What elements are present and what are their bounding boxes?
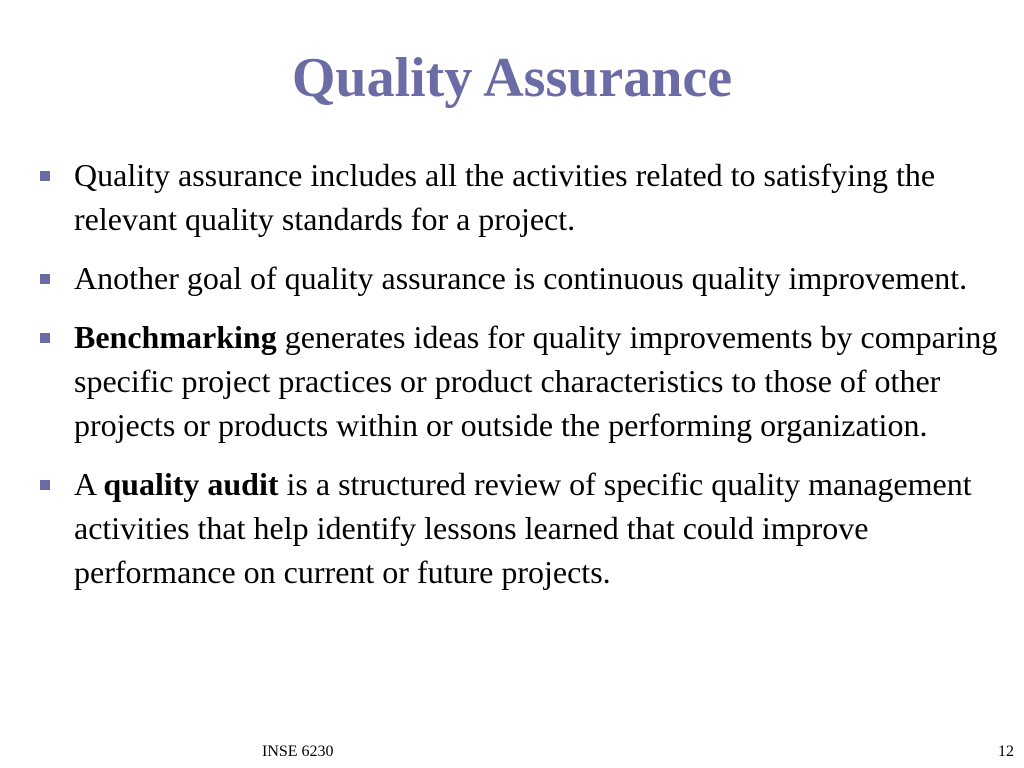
- bullet-term: Benchmarking: [74, 319, 277, 355]
- bullet-text: generates ideas for quality improvements by comparing specific project practices or product characteristics to those of other projects or products within or outside the performing organization.: [74, 319, 998, 443]
- bullet-item: [34, 462, 1000, 594]
- bullet-term: quality audit: [103, 466, 279, 502]
- bullet-item: [34, 256, 1000, 300]
- bullet-text: is a structured review of specific quality management activities that help identify lessons learned that could improve performance on current or future projects.: [74, 466, 972, 590]
- footer-page-number: 12: [998, 743, 1014, 760]
- bullet-list: [34, 153, 1000, 609]
- square-bullet-icon: [40, 333, 50, 343]
- square-bullet-icon: [40, 480, 50, 490]
- bullet-prefix: A: [74, 466, 104, 502]
- bullet-item: [34, 153, 1000, 241]
- bullet-text: Quality assurance includes all the activities related to satisfying the relevant quality standards for a project.: [74, 157, 936, 237]
- footer-course: INSE 6230: [262, 743, 334, 760]
- square-bullet-icon: [40, 171, 50, 181]
- square-bullet-icon: [40, 274, 50, 284]
- bullet-text: Another goal of quality assurance is continuous quality improvement.: [74, 260, 968, 296]
- slide-title: Quality Assurance: [291, 47, 733, 109]
- bullet-item: [34, 315, 1000, 447]
